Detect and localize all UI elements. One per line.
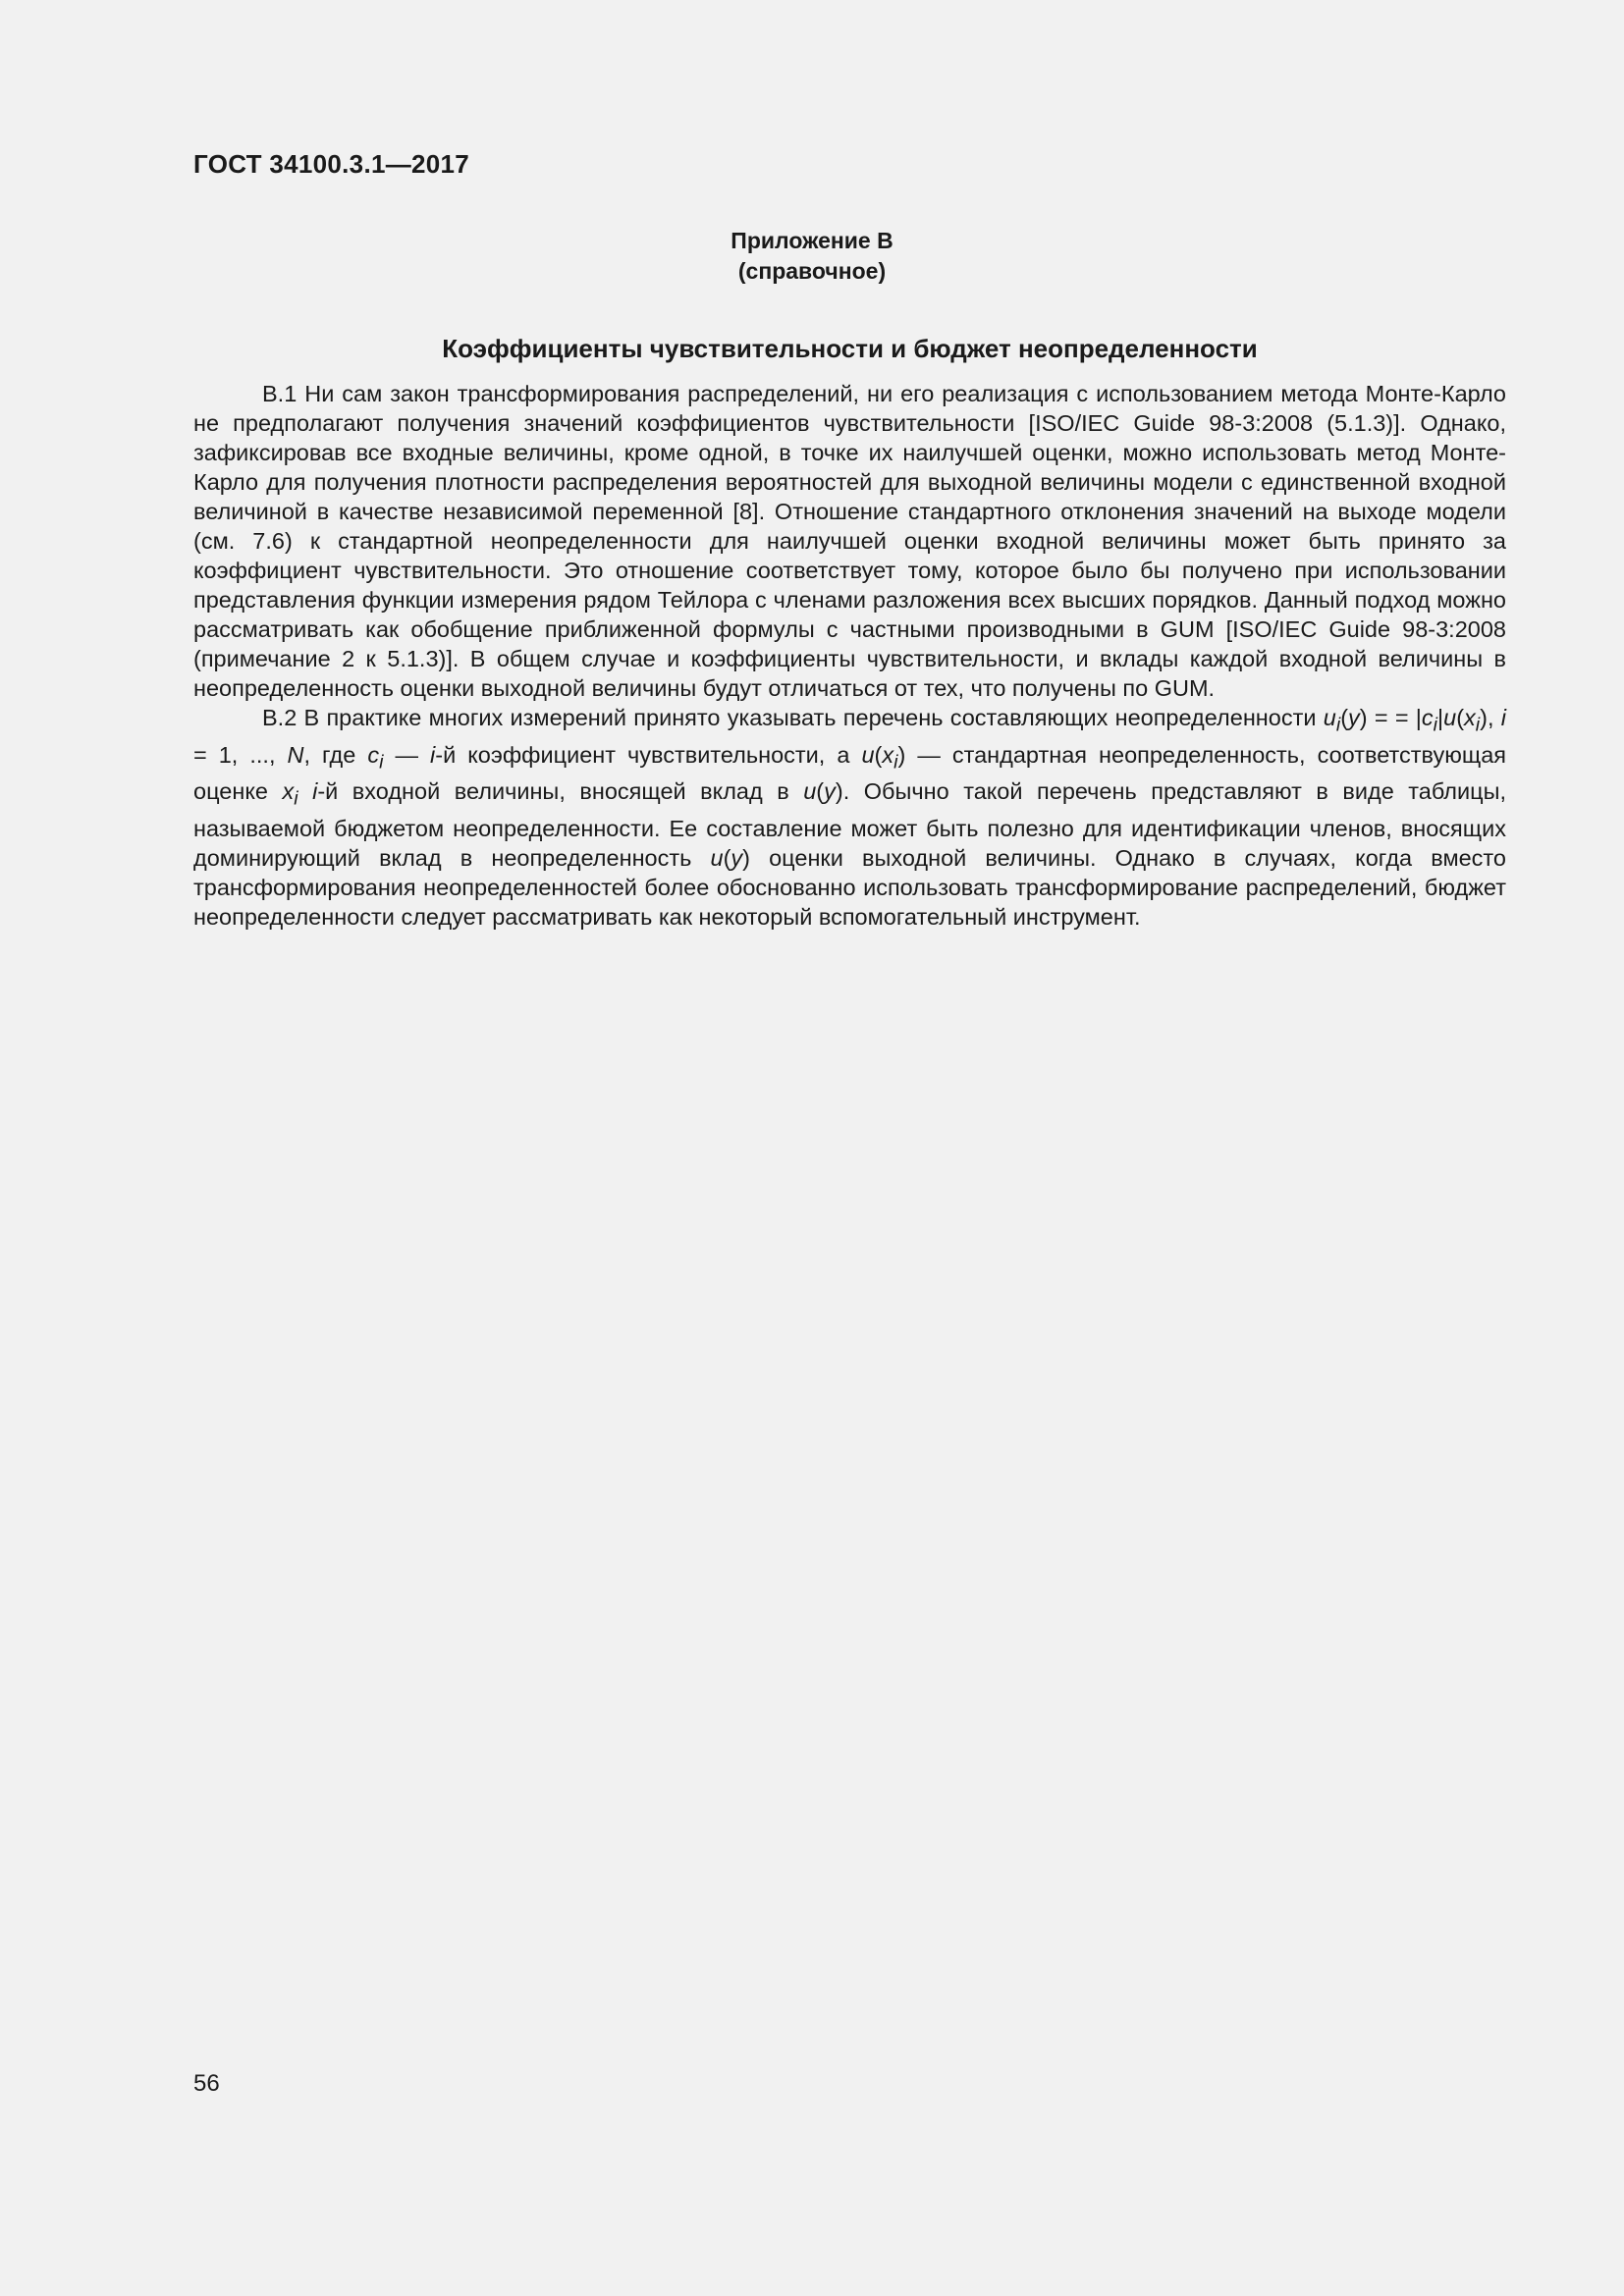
standard-code-header: ГОСТ 34100.3.1—2017 <box>193 149 470 179</box>
page-number: 56 <box>193 2070 220 2097</box>
annex-title: Приложение В <box>731 228 893 253</box>
paragraph-b1: В.1 Ни сам закон трансформирования распределений, ни его реализация с использованием метода Монте-Карло не предполагают получения значений коэффициентов чувствительности [ISO/IEC Guide 98-3:2008 (5.1.3)]. Однако, зафиксировав все входные величины, кроме одной, в точке их наилучшей оценки, можно использовать метод Монте-Карло для получения плотности распределения вероятностей для выходной величины модели с единственной входной величиной в качестве независимой переменной [8]. Отношение стандартного отклонения значений на выходе модели (см. 7.6) к стандартной неопределенности для наилучшей оценки входной величины может быть принято за коэффициент чувствительности. Это отношение соответствует тому, которое было бы получено при использовании представления функции измерения рядом Тейлора с членами разложения всех высших порядков. Данный подход можно рассматривать как обобщение приближенной формулы с частными производными в GUM [ISO/IEC Guide 98-3:2008 (примечание 2 к 5.1.3)]. В общем случае и коэффициенты чувствительности, и вклады каждой входной величины в неопределенность оценки выходной величины будут отличаться от тех, что получены по GUM. <box>193 381 1506 701</box>
section-title: Коэффициенты чувствительности и бюджет неопределенности <box>442 334 1258 363</box>
annex-heading <box>0 226 1624 287</box>
annex-type: (справочное) <box>737 258 887 284</box>
paragraph-b2: В.2 В практике многих измерений принято указывать перечень составляющих неопределенности $u_i(y)$ = = $|c_i|u(x_i)$, i = 1, ..., N, где $c_i$ — i-й коэффициент чувствительности, а $u(x_i)$ — стандартная неопределенность, соответствующая оценке $x_i$ i-й входной величины, вносящей вклад в u(y). Обычно такой перечень представляют в виде таблицы, называемой бюджетом неопределенности. Ее составление может быть полезно для идентификации членов, вносящих доминирующий вклад в неопределенность u(y) оценки выходной величины. Однако в случаях, когда вместо трансформирования неопределенностей более обоснованно использовать трансформирование распределений, бюджет неопределенности следует рассматривать как некоторый вспомогательный инструмент. <box>193 705 1506 931</box>
body-text <box>193 379 1506 932</box>
